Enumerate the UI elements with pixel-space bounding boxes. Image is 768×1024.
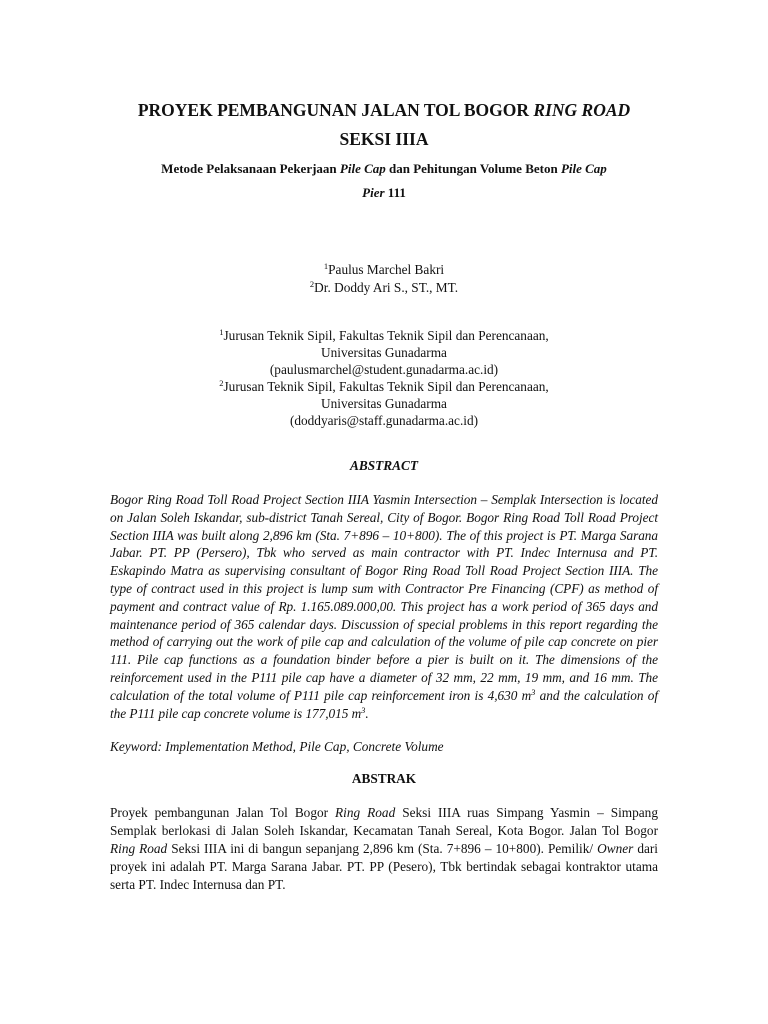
title-line1-italic: RING ROAD — [533, 100, 631, 120]
paper-title — [110, 96, 658, 154]
abstrak-text: Seksi IIIA ruas Simpang Yasmin – Simpang Semplak berlokasi di Jalan Soleh Iskandar, Kecamatan Tanah Sereal, Kota Bogor. Jalan Tol Bogor — [110, 805, 658, 839]
author-list — [110, 261, 658, 297]
author-superscript: 1 — [323, 261, 329, 271]
abstrak-italic: Ring Road — [335, 805, 396, 821]
subtitle-text: dan Pehitungan Volume Beton — [385, 161, 561, 176]
affiliation-2-email: (doddyaris@staff.gunadarma.ac.id) — [289, 413, 479, 428]
abstrak-text: dari proyek ini adalah PT. Marga Sarana Jabar. PT. PP (Pesero), Tbk bertindak sebagai kontraktor utama serta PT. Indec Internusa dan PT. — [110, 840, 658, 892]
author-2 — [110, 279, 658, 297]
subtitle-italic: Pile Cap — [560, 161, 607, 176]
abstrak-italic: Ring Road — [110, 840, 168, 856]
author-name: Paulus Marchel Bakri — [328, 262, 445, 277]
affiliation-dept: Jurusan Teknik Sipil, Fakultas Teknik Sipil dan Perencanaan, — [223, 379, 549, 394]
affiliation-list — [110, 327, 658, 429]
paper-subtitle — [110, 157, 658, 205]
abstract-superscript: 3 — [361, 704, 366, 715]
affiliation-superscript: 2 — [219, 378, 224, 388]
affiliation-superscript: 1 — [219, 327, 224, 337]
subtitle-text: Metode Pelaksanaan Pekerjaan — [161, 161, 340, 176]
abstrak-text: Proyek pembangunan Jalan Tol Bogor — [110, 805, 336, 821]
author-1 — [110, 261, 658, 279]
author-superscript: 2 — [309, 279, 315, 289]
affiliation-1-univ: Universitas Gunadarma — [321, 345, 447, 360]
keywords: Keyword: Implementation Method, Pile Cap, Concrete Volume — [110, 739, 444, 755]
abstract-superscript: 3 — [531, 686, 536, 697]
title-line2: SEKSI IIIA — [339, 129, 429, 149]
abstract-indonesian — [110, 804, 658, 893]
affiliation-2-dept — [110, 378, 658, 395]
affiliation-1-email: (paulusmarchel@student.gunadarma.ac.id) — [269, 362, 499, 377]
abstract-english-text: and the calculation of the P111 pile cap concrete volume is 177,015 m — [110, 687, 658, 721]
subtitle-italic: Pier — [362, 185, 385, 200]
affiliation-dept: Jurusan Teknik Sipil, Fakultas Teknik Sipil dan Perencanaan, — [223, 328, 549, 343]
abstrak-italic: Owner — [597, 840, 634, 856]
subtitle-italic: Pile Cap — [339, 161, 386, 176]
paper-page — [110, 96, 658, 893]
abstrak-heading: ABSTRAK — [351, 771, 417, 787]
affiliation-1-dept — [110, 327, 658, 344]
title-line1: PROYEK PEMBANGUNAN JALAN TOL BOGOR — [137, 100, 534, 120]
abstract-english — [110, 491, 658, 722]
abstract-english-text: Bogor Ring Road Toll Road Project Section IIIA Yasmin Intersection – Semplak Intersection is located on Jalan Soleh Iskandar, sub-district Tanah Sereal, City of Bogor. Bogor Ring Road Toll Road Project Section IIIA was built along 2,896 km (Sta. 7+896 – 10+800). The of this project is PT. Marga Sarana Jabar. PT. PP (Persero), Tbk who served as main contractor with PT. Indec Internusa and PT. Eskapindo Matra as supervising consultant of Bogor Ring Road Toll Road Project Section IIIA. The type of contract used in this project is lump sum with Contractor Pre Financing (CPF) as method of payment and contract value of Rp. 1.165.089.000,00. This project has a work period of 365 days and maintenance period of 365 calendar days. Discussion of special problems in this report regarding the method of carrying out the work of pile cap and calculation of the volume of pile cap concrete on pier 111. Pile cap functions as a foundation binder before a pier is built on it. The dimensions of the reinforcement used in the P111 pile cap have a diameter of 32 mm, 22 mm, 19 mm, and 16 mm. The calculation of the total volume of P111 pile cap reinforcement iron is 4,630 m — [110, 492, 658, 703]
abstrak-text: Seksi IIIA ini di bangun sepanjang 2,896 km (Sta. 7+896 – 10+800). Pemilik/ — [167, 840, 598, 856]
abstract-heading: ABSTRACT — [350, 458, 418, 473]
affiliation-2-univ: Universitas Gunadarma — [321, 396, 447, 411]
subtitle-text: 111 — [384, 185, 406, 200]
author-name: Dr. Doddy Ari S., ST., MT. — [314, 280, 459, 295]
abstract-english-text: . — [365, 705, 369, 721]
